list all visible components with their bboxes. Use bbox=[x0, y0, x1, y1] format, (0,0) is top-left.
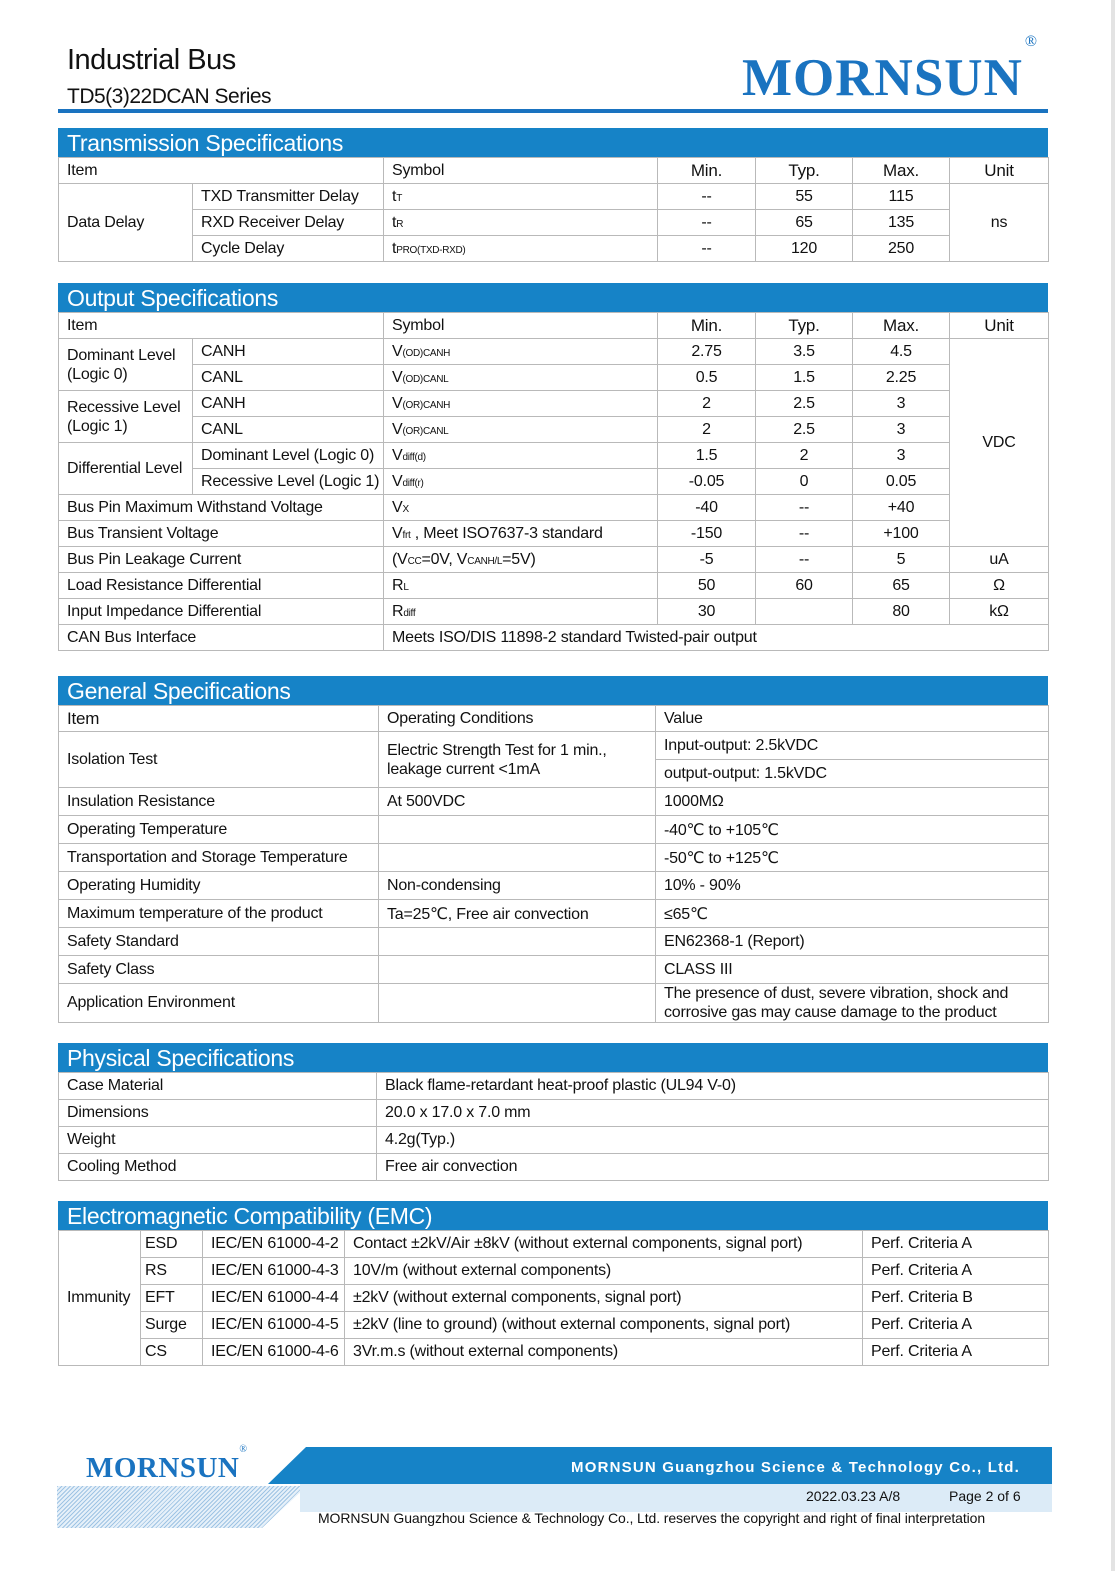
item-cell: Safety Class bbox=[59, 956, 379, 984]
symbol-cell: tPRO(TXD-RXD) bbox=[384, 236, 658, 262]
table-row bbox=[59, 872, 1049, 900]
table-row bbox=[59, 599, 1049, 625]
min-cell: -5 bbox=[658, 547, 756, 573]
typ-cell: 2.5 bbox=[756, 391, 853, 417]
param-cell: RXD Receiver Delay bbox=[193, 210, 384, 236]
symbol-cell: Vdiff(d) bbox=[384, 443, 658, 469]
item-cell: Application Environment bbox=[59, 984, 379, 1023]
value-cell: 4.2g(Typ.) bbox=[377, 1127, 1049, 1154]
max-cell: 80 bbox=[853, 599, 950, 625]
table-row bbox=[59, 1258, 1049, 1285]
table-row bbox=[59, 984, 1049, 1023]
symbol-cell: Vdiff(r) bbox=[384, 469, 658, 495]
value-cell: EN62368-1 (Report) bbox=[656, 928, 1049, 956]
min-cell: -40 bbox=[658, 495, 756, 521]
criteria-cell: Perf. Criteria A bbox=[863, 1258, 1049, 1285]
table-row bbox=[59, 184, 1049, 210]
section-title: Transmission Specifications bbox=[58, 128, 1048, 157]
conditions-cell: Non-condensing bbox=[379, 872, 656, 900]
table-row bbox=[59, 339, 1049, 365]
max-cell: 115 bbox=[853, 184, 950, 210]
item-cell: Maximum temperature of the product bbox=[59, 900, 379, 928]
param-cell: CANL bbox=[193, 365, 384, 391]
table-row bbox=[59, 469, 1049, 495]
max-cell: 3 bbox=[853, 443, 950, 469]
table-header-row bbox=[59, 158, 1049, 184]
typ-cell: 3.5 bbox=[756, 339, 853, 365]
type-cell: ESD bbox=[141, 1231, 203, 1258]
brand-logo bbox=[742, 33, 1038, 108]
general-table bbox=[58, 705, 1049, 1023]
symbol-cell: V(OR)CANH bbox=[384, 391, 658, 417]
symbol-cell: RL bbox=[384, 573, 658, 599]
symbol-cell: (VCC=0V, VCANH/L=5V) bbox=[384, 547, 658, 573]
value-cell: 10% - 90% bbox=[656, 872, 1049, 900]
section-title: Output Specifications bbox=[58, 283, 1048, 312]
item-cell: Cooling Method bbox=[59, 1154, 377, 1181]
header-unit: Unit bbox=[950, 158, 1049, 184]
registered-mark: ® bbox=[1024, 33, 1038, 51]
typ-cell: 1.5 bbox=[756, 365, 853, 391]
table-row bbox=[59, 1312, 1049, 1339]
group-label: Differential Level bbox=[59, 443, 193, 495]
value-cell: Input-output: 2.5kVDC bbox=[656, 732, 1049, 760]
conditions-cell bbox=[379, 816, 656, 844]
typ-cell: 60 bbox=[756, 573, 853, 599]
table-header-row bbox=[59, 313, 1049, 339]
min-cell: 2 bbox=[658, 417, 756, 443]
min-cell: 1.5 bbox=[658, 443, 756, 469]
unit-cell: kΩ bbox=[950, 599, 1049, 625]
param-cell: Recessive Level (Logic 1) bbox=[193, 469, 384, 495]
group-label: Data Delay bbox=[59, 184, 193, 262]
item-cell: CAN Bus Interface bbox=[59, 625, 384, 651]
page-edge bbox=[1111, 0, 1115, 1571]
value-cell: output-output: 1.5kVDC bbox=[656, 760, 1049, 788]
value-cell: -50℃ to +125℃ bbox=[656, 844, 1049, 872]
physical-table bbox=[58, 1072, 1049, 1181]
header-conditions: Operating Conditions bbox=[379, 706, 656, 732]
conditions-cell: At 500VDC bbox=[379, 788, 656, 816]
min-cell: 30 bbox=[658, 599, 756, 625]
typ-cell: 2.5 bbox=[756, 417, 853, 443]
typ-cell: -- bbox=[756, 547, 853, 573]
output-section bbox=[58, 283, 1048, 651]
item-cell: Load Resistance Differential bbox=[59, 573, 384, 599]
table-row bbox=[59, 236, 1049, 262]
unit-cell: Ω bbox=[950, 573, 1049, 599]
max-cell: 250 bbox=[853, 236, 950, 262]
param-cell: CANH bbox=[193, 391, 384, 417]
symbol-cell: V(OD)CANL bbox=[384, 365, 658, 391]
max-cell: 4.5 bbox=[853, 339, 950, 365]
header-max: Max. bbox=[853, 158, 950, 184]
table-row bbox=[59, 365, 1049, 391]
footer-hatch-pattern bbox=[57, 1486, 307, 1528]
table-row bbox=[59, 1285, 1049, 1312]
symbol-cell: VX bbox=[384, 495, 658, 521]
header-symbol: Symbol bbox=[384, 313, 658, 339]
item-cell: Bus Pin Maximum Withstand Voltage bbox=[59, 495, 384, 521]
typ-cell: 0 bbox=[756, 469, 853, 495]
value-cell: Free air convection bbox=[377, 1154, 1049, 1181]
min-cell: 0.5 bbox=[658, 365, 756, 391]
description-cell: ±2kV (without external components, signal port) bbox=[345, 1285, 863, 1312]
table-row bbox=[59, 1100, 1049, 1127]
table-row bbox=[59, 788, 1049, 816]
description-cell: Contact ±2kV/Air ±8kV (without external components, signal port) bbox=[345, 1231, 863, 1258]
param-cell: Cycle Delay bbox=[193, 236, 384, 262]
description-cell: 10V/m (without external components) bbox=[345, 1258, 863, 1285]
header-symbol: Symbol bbox=[384, 158, 658, 184]
criteria-cell: Perf. Criteria B bbox=[863, 1285, 1049, 1312]
item-cell: Dimensions bbox=[59, 1100, 377, 1127]
max-cell: 0.05 bbox=[853, 469, 950, 495]
min-cell: -- bbox=[658, 236, 756, 262]
standard-cell: IEC/EN 61000-4-6 bbox=[203, 1339, 345, 1366]
table-row bbox=[59, 1073, 1049, 1100]
footer-company-name: MORNSUN Guangzhou Science & Technology Co., Ltd. bbox=[571, 1459, 1020, 1476]
item-cell: Weight bbox=[59, 1127, 377, 1154]
transmission-table bbox=[58, 157, 1049, 262]
conditions-cell: Ta=25℃, Free air convection bbox=[379, 900, 656, 928]
item-cell: Transportation and Storage Temperature bbox=[59, 844, 379, 872]
criteria-cell: Perf. Criteria A bbox=[863, 1339, 1049, 1366]
transmission-section bbox=[58, 128, 1048, 262]
min-cell: -- bbox=[658, 210, 756, 236]
standard-cell: IEC/EN 61000-4-2 bbox=[203, 1231, 345, 1258]
type-cell: CS bbox=[141, 1339, 203, 1366]
value-cell: The presence of dust, severe vibration, shock and corrosive gas may cause damage to the product bbox=[656, 984, 1049, 1023]
min-cell: 50 bbox=[658, 573, 756, 599]
param-cell: CANH bbox=[193, 339, 384, 365]
group-label: Dominant Level (Logic 0) bbox=[59, 339, 193, 391]
section-title: Physical Specifications bbox=[58, 1043, 1048, 1072]
conditions-cell bbox=[379, 956, 656, 984]
footer-light-band bbox=[300, 1484, 1052, 1512]
item-cell: Operating Humidity bbox=[59, 872, 379, 900]
header-item: Item bbox=[59, 706, 379, 732]
min-cell: 2.75 bbox=[658, 339, 756, 365]
item-cell: Case Material bbox=[59, 1073, 377, 1100]
max-cell: +40 bbox=[853, 495, 950, 521]
value-cell: Meets ISO/DIS 11898-2 standard Twisted-pair output bbox=[384, 625, 1049, 651]
item-cell: Bus Pin Leakage Current bbox=[59, 547, 384, 573]
max-cell: 2.25 bbox=[853, 365, 950, 391]
description-cell: ±2kV (line to ground) (without external components, signal port) bbox=[345, 1312, 863, 1339]
group-label: Immunity bbox=[59, 1231, 141, 1366]
item-cell: Insulation Resistance bbox=[59, 788, 379, 816]
table-row bbox=[59, 1154, 1049, 1181]
min-cell: 2 bbox=[658, 391, 756, 417]
symbol-cell: tR bbox=[384, 210, 658, 236]
header-unit: Unit bbox=[950, 313, 1049, 339]
type-cell: RS bbox=[141, 1258, 203, 1285]
value-cell: CLASS III bbox=[656, 956, 1049, 984]
table-row bbox=[59, 816, 1049, 844]
conditions-cell bbox=[379, 984, 656, 1023]
unit-cell: uA bbox=[950, 547, 1049, 573]
type-cell: EFT bbox=[141, 1285, 203, 1312]
table-row bbox=[59, 956, 1049, 984]
item-cell: Safety Standard bbox=[59, 928, 379, 956]
standard-cell: IEC/EN 61000-4-5 bbox=[203, 1312, 345, 1339]
header-typ: Typ. bbox=[756, 313, 853, 339]
section-title: General Specifications bbox=[58, 676, 1048, 705]
max-cell: 135 bbox=[853, 210, 950, 236]
criteria-cell: Perf. Criteria A bbox=[863, 1312, 1049, 1339]
table-row bbox=[59, 1339, 1049, 1366]
table-row bbox=[59, 573, 1049, 599]
table-row bbox=[59, 391, 1049, 417]
table-header-row bbox=[59, 706, 1049, 732]
conditions-cell bbox=[379, 844, 656, 872]
header-min: Min. bbox=[658, 313, 756, 339]
value-cell: ≤65℃ bbox=[656, 900, 1049, 928]
standard-cell: IEC/EN 61000-4-3 bbox=[203, 1258, 345, 1285]
table-row bbox=[59, 495, 1049, 521]
value-cell: -40℃ to +105℃ bbox=[656, 816, 1049, 844]
table-row bbox=[59, 732, 1049, 760]
symbol-cell: Vfrt , Meet ISO7637-3 standard bbox=[384, 521, 658, 547]
page-footer bbox=[0, 1440, 1115, 1571]
typ-cell: 55 bbox=[756, 184, 853, 210]
item-cell: Bus Transient Voltage bbox=[59, 521, 384, 547]
page-header bbox=[0, 0, 1115, 120]
typ-cell: 2 bbox=[756, 443, 853, 469]
unit-cell: VDC bbox=[950, 339, 1049, 547]
general-section bbox=[58, 676, 1048, 1023]
param-cell: Dominant Level (Logic 0) bbox=[193, 443, 384, 469]
symbol-cell: V(OR)CANL bbox=[384, 417, 658, 443]
table-row bbox=[59, 844, 1049, 872]
table-row bbox=[59, 547, 1049, 573]
header-typ: Typ. bbox=[756, 158, 853, 184]
max-cell: 3 bbox=[853, 391, 950, 417]
header-item: Item bbox=[59, 158, 384, 184]
criteria-cell: Perf. Criteria A bbox=[863, 1231, 1049, 1258]
value-cell: 1000MΩ bbox=[656, 788, 1049, 816]
conditions-cell bbox=[379, 928, 656, 956]
max-cell: 5 bbox=[853, 547, 950, 573]
conditions-cell: Electric Strength Test for 1 min., leakage current <1mA bbox=[379, 732, 656, 788]
typ-cell: -- bbox=[756, 521, 853, 547]
footer-copyright: MORNSUN Guangzhou Science & Technology Co., Ltd. reserves the copyright and right of final interpretation bbox=[318, 1510, 986, 1526]
typ-cell bbox=[756, 599, 853, 625]
header-value: Value bbox=[656, 706, 1049, 732]
table-row bbox=[59, 900, 1049, 928]
table-row bbox=[59, 1127, 1049, 1154]
footer-date: 2022.03.23 A/8 bbox=[806, 1488, 901, 1504]
item-cell: Operating Temperature bbox=[59, 816, 379, 844]
physical-section bbox=[58, 1043, 1048, 1181]
min-cell: -- bbox=[658, 184, 756, 210]
section-title: Electromagnetic Compatibility (EMC) bbox=[58, 1201, 1048, 1230]
document-series: TD5(3)22DCAN Series bbox=[67, 85, 272, 108]
table-row bbox=[59, 521, 1049, 547]
param-cell: CANL bbox=[193, 417, 384, 443]
table-row bbox=[59, 210, 1049, 236]
header-min: Min. bbox=[658, 158, 756, 184]
value-cell: Black flame-retardant heat-proof plastic (UL94 V-0) bbox=[377, 1073, 1049, 1100]
table-row bbox=[59, 417, 1049, 443]
emc-table bbox=[58, 1230, 1049, 1366]
output-table bbox=[58, 312, 1049, 651]
typ-cell: -- bbox=[756, 495, 853, 521]
footer-brand-logo: MORNSUN® bbox=[86, 1444, 248, 1484]
header-divider bbox=[58, 109, 1048, 113]
symbol-cell: tT bbox=[384, 184, 658, 210]
symbol-cell: V(OD)CANH bbox=[384, 339, 658, 365]
item-cell: Isolation Test bbox=[59, 732, 379, 788]
typ-cell: 65 bbox=[756, 210, 853, 236]
table-row bbox=[59, 1231, 1049, 1258]
table-row bbox=[59, 443, 1049, 469]
group-label: Recessive Level (Logic 1) bbox=[59, 391, 193, 443]
symbol-cell: Rdiff bbox=[384, 599, 658, 625]
document-title: Industrial Bus bbox=[67, 44, 236, 76]
header-item: Item bbox=[59, 313, 384, 339]
unit-cell: ns bbox=[950, 184, 1049, 262]
header-max: Max. bbox=[853, 313, 950, 339]
emc-section bbox=[58, 1201, 1048, 1366]
value-cell: 20.0 x 17.0 x 7.0 mm bbox=[377, 1100, 1049, 1127]
min-cell: -0.05 bbox=[658, 469, 756, 495]
param-cell: TXD Transmitter Delay bbox=[193, 184, 384, 210]
max-cell: 65 bbox=[853, 573, 950, 599]
type-cell: Surge bbox=[141, 1312, 203, 1339]
item-cell: Input Impedance Differential bbox=[59, 599, 384, 625]
min-cell: -150 bbox=[658, 521, 756, 547]
footer-page-number: Page 2 of 6 bbox=[949, 1488, 1021, 1504]
max-cell: +100 bbox=[853, 521, 950, 547]
standard-cell: IEC/EN 61000-4-4 bbox=[203, 1285, 345, 1312]
table-row bbox=[59, 928, 1049, 956]
description-cell: 3Vr.m.s (without external components) bbox=[345, 1339, 863, 1366]
typ-cell: 120 bbox=[756, 236, 853, 262]
table-row bbox=[59, 625, 1049, 651]
brand-name: MORNSUN bbox=[742, 49, 1023, 107]
max-cell: 3 bbox=[853, 417, 950, 443]
